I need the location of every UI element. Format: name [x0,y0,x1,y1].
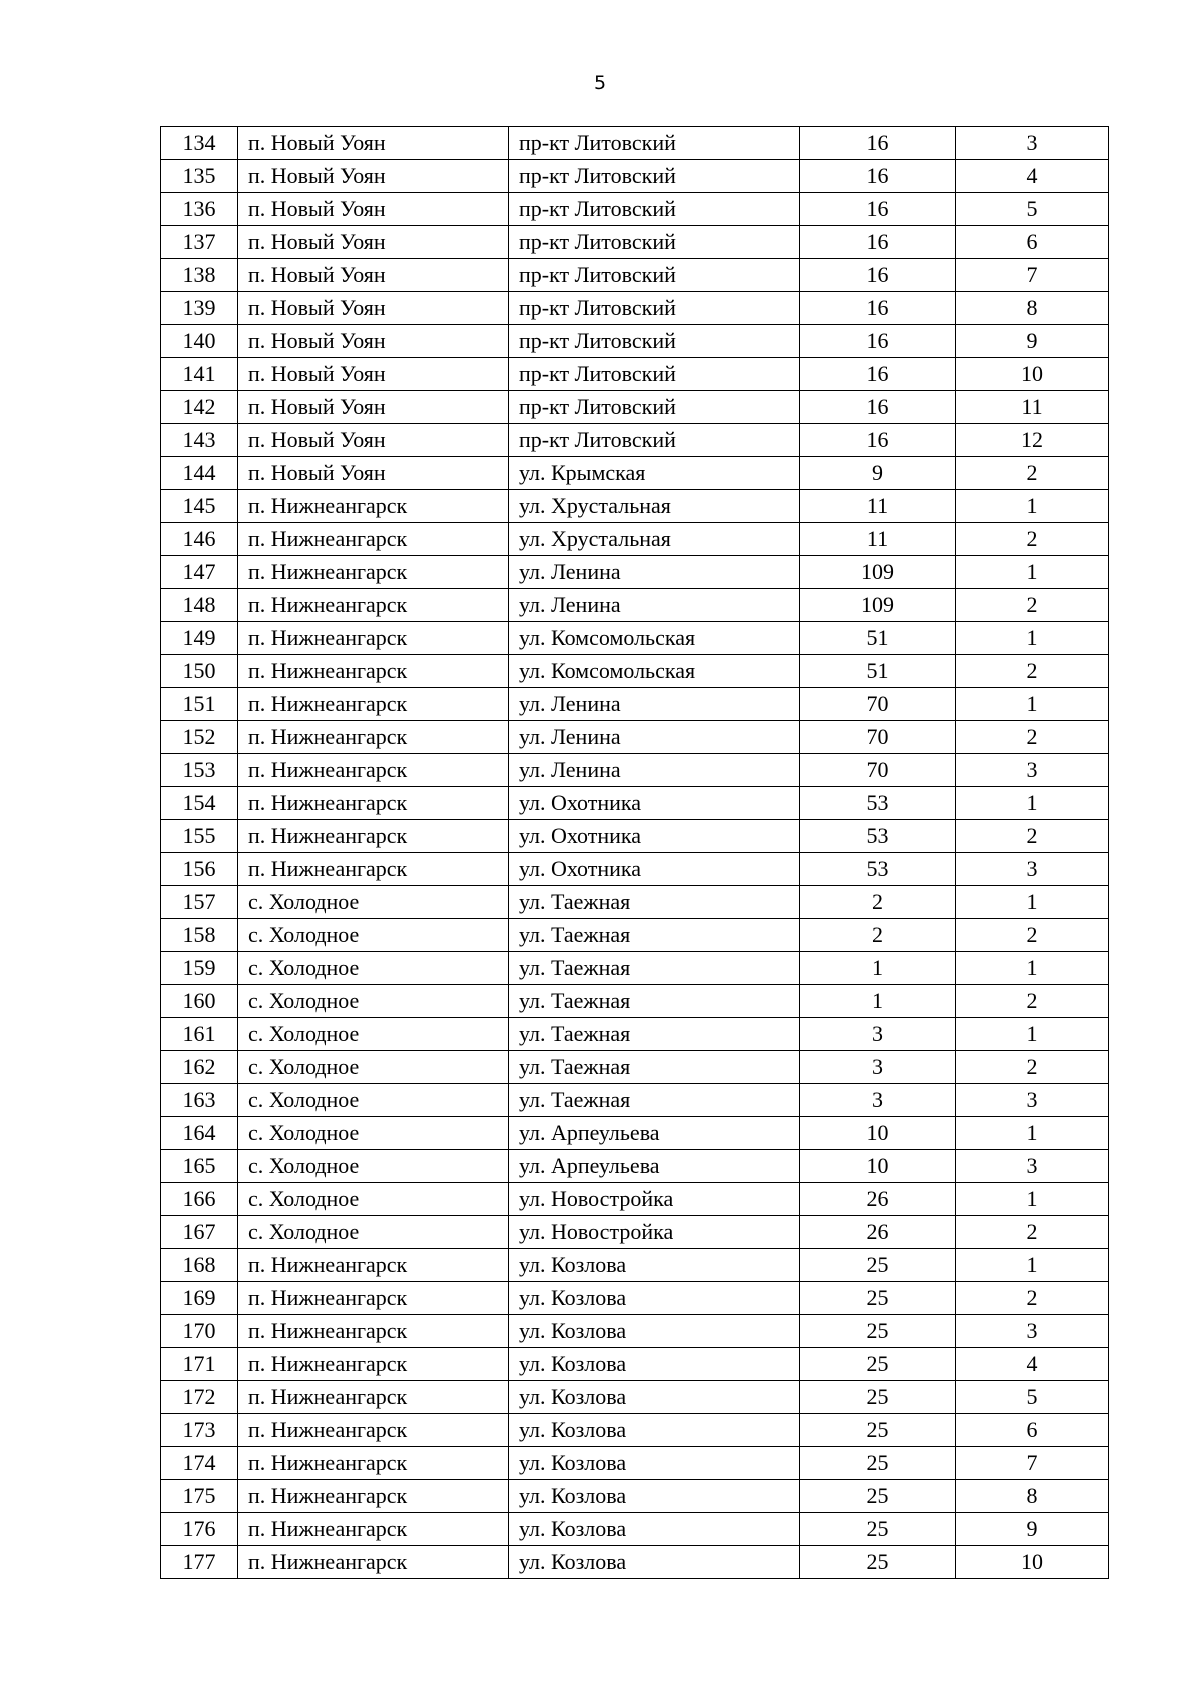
street-cell: ул. Ленина [509,721,800,754]
table-row [161,1150,1109,1183]
row-number-cell: 136 [161,193,238,226]
locality-cell: п. Нижнеангарск [238,1546,509,1579]
house-number-cell: 16 [800,127,956,160]
row-number-cell: 171 [161,1348,238,1381]
house-number-cell: 16 [800,160,956,193]
street-cell: ул. Новостройка [509,1183,800,1216]
table-row [161,1546,1109,1579]
locality-cell: п. Новый Уоян [238,193,509,226]
table-row [161,259,1109,292]
locality-cell: п. Нижнеангарск [238,787,509,820]
locality-cell: п. Нижнеангарск [238,1447,509,1480]
apartment-number-cell: 3 [956,1150,1109,1183]
street-cell: ул. Ленина [509,754,800,787]
apartment-number-cell: 3 [956,853,1109,886]
apartment-number-cell: 1 [956,886,1109,919]
street-cell: пр-кт Литовский [509,127,800,160]
row-number-cell: 139 [161,292,238,325]
street-cell: ул. Таежная [509,1018,800,1051]
house-number-cell: 1 [800,952,956,985]
house-number-cell: 3 [800,1018,956,1051]
street-cell: ул. Ленина [509,589,800,622]
street-cell: ул. Комсомольская [509,655,800,688]
table-row [161,589,1109,622]
row-number-cell: 175 [161,1480,238,1513]
house-number-cell: 9 [800,457,956,490]
row-number-cell: 169 [161,1282,238,1315]
apartment-number-cell: 6 [956,1414,1109,1447]
apartment-number-cell: 1 [956,1249,1109,1282]
house-number-cell: 16 [800,358,956,391]
row-number-cell: 146 [161,523,238,556]
locality-cell: с. Холодное [238,1051,509,1084]
row-number-cell: 173 [161,1414,238,1447]
table-row [161,127,1109,160]
apartment-number-cell: 2 [956,457,1109,490]
street-cell: ул. Таежная [509,952,800,985]
house-number-cell: 25 [800,1381,956,1414]
row-number-cell: 147 [161,556,238,589]
apartment-number-cell: 8 [956,1480,1109,1513]
apartment-number-cell: 7 [956,259,1109,292]
row-number-cell: 170 [161,1315,238,1348]
table-row [161,160,1109,193]
apartment-number-cell: 5 [956,1381,1109,1414]
locality-cell: п. Нижнеангарск [238,523,509,556]
house-number-cell: 16 [800,391,956,424]
locality-cell: п. Нижнеангарск [238,1249,509,1282]
row-number-cell: 145 [161,490,238,523]
row-number-cell: 162 [161,1051,238,1084]
locality-cell: п. Новый Уоян [238,160,509,193]
table-row [161,721,1109,754]
apartment-number-cell: 4 [956,1348,1109,1381]
address-table [160,126,1109,1579]
locality-cell: с. Холодное [238,1084,509,1117]
locality-cell: с. Холодное [238,1150,509,1183]
row-number-cell: 154 [161,787,238,820]
apartment-number-cell: 2 [956,919,1109,952]
street-cell: пр-кт Литовский [509,391,800,424]
street-cell: ул. Крымская [509,457,800,490]
table-row [161,1513,1109,1546]
house-number-cell: 2 [800,919,956,952]
locality-cell: п. Нижнеангарск [238,1348,509,1381]
table-row [161,754,1109,787]
house-number-cell: 109 [800,556,956,589]
locality-cell: с. Холодное [238,886,509,919]
apartment-number-cell: 2 [956,523,1109,556]
house-number-cell: 25 [800,1282,956,1315]
table-row [161,1381,1109,1414]
locality-cell: п. Нижнеангарск [238,820,509,853]
house-number-cell: 25 [800,1315,956,1348]
row-number-cell: 148 [161,589,238,622]
apartment-number-cell: 10 [956,358,1109,391]
street-cell: ул. Комсомольская [509,622,800,655]
locality-cell: п. Нижнеангарск [238,1414,509,1447]
locality-cell: с. Холодное [238,919,509,952]
row-number-cell: 152 [161,721,238,754]
apartment-number-cell: 8 [956,292,1109,325]
apartment-number-cell: 5 [956,193,1109,226]
table-row [161,1117,1109,1150]
house-number-cell: 51 [800,622,956,655]
apartment-number-cell: 4 [956,160,1109,193]
table-row [161,523,1109,556]
locality-cell: п. Новый Уоян [238,127,509,160]
row-number-cell: 167 [161,1216,238,1249]
table-row [161,1315,1109,1348]
street-cell: пр-кт Литовский [509,160,800,193]
locality-cell: п. Новый Уоян [238,424,509,457]
street-cell: ул. Козлова [509,1447,800,1480]
street-cell: ул. Таежная [509,886,800,919]
row-number-cell: 161 [161,1018,238,1051]
house-number-cell: 53 [800,853,956,886]
house-number-cell: 25 [800,1513,956,1546]
street-cell: пр-кт Литовский [509,259,800,292]
table-row [161,358,1109,391]
table-row [161,1348,1109,1381]
table-row [161,1216,1109,1249]
house-number-cell: 70 [800,754,956,787]
street-cell: пр-кт Литовский [509,193,800,226]
apartment-number-cell: 2 [956,985,1109,1018]
house-number-cell: 25 [800,1348,956,1381]
house-number-cell: 10 [800,1117,956,1150]
locality-cell: с. Холодное [238,1216,509,1249]
row-number-cell: 137 [161,226,238,259]
house-number-cell: 16 [800,193,956,226]
row-number-cell: 138 [161,259,238,292]
table-row [161,1447,1109,1480]
house-number-cell: 51 [800,655,956,688]
house-number-cell: 109 [800,589,956,622]
table-row [161,886,1109,919]
table-row [161,193,1109,226]
house-number-cell: 16 [800,226,956,259]
street-cell: пр-кт Литовский [509,292,800,325]
house-number-cell: 11 [800,523,956,556]
locality-cell: п. Нижнеангарск [238,622,509,655]
row-number-cell: 159 [161,952,238,985]
locality-cell: п. Нижнеангарск [238,655,509,688]
table-row [161,1183,1109,1216]
street-cell: ул. Охотника [509,787,800,820]
apartment-number-cell: 1 [956,1183,1109,1216]
house-number-cell: 3 [800,1084,956,1117]
house-number-cell: 26 [800,1183,956,1216]
locality-cell: п. Нижнеангарск [238,1315,509,1348]
house-number-cell: 3 [800,1051,956,1084]
street-cell: ул. Козлова [509,1414,800,1447]
locality-cell: с. Холодное [238,952,509,985]
house-number-cell: 16 [800,424,956,457]
row-number-cell: 143 [161,424,238,457]
apartment-number-cell: 1 [956,787,1109,820]
street-cell: ул. Таежная [509,1084,800,1117]
street-cell: ул. Козлова [509,1282,800,1315]
table-row [161,1282,1109,1315]
locality-cell: с. Холодное [238,1018,509,1051]
locality-cell: п. Новый Уоян [238,457,509,490]
table-row [161,1480,1109,1513]
table-row [161,490,1109,523]
apartment-number-cell: 1 [956,1018,1109,1051]
apartment-number-cell: 12 [956,424,1109,457]
street-cell: ул. Охотника [509,853,800,886]
apartment-number-cell: 2 [956,1051,1109,1084]
locality-cell: п. Новый Уоян [238,325,509,358]
page-number: 5 [593,72,607,94]
street-cell: ул. Арпеульева [509,1150,800,1183]
street-cell: ул. Козлова [509,1480,800,1513]
apartment-number-cell: 1 [956,1117,1109,1150]
row-number-cell: 163 [161,1084,238,1117]
row-number-cell: 166 [161,1183,238,1216]
apartment-number-cell: 3 [956,127,1109,160]
street-cell: ул. Козлова [509,1546,800,1579]
house-number-cell: 25 [800,1546,956,1579]
row-number-cell: 156 [161,853,238,886]
table-row [161,556,1109,589]
locality-cell: п. Новый Уоян [238,358,509,391]
house-number-cell: 25 [800,1249,956,1282]
house-number-cell: 25 [800,1447,956,1480]
table-row [161,853,1109,886]
apartment-number-cell: 2 [956,1282,1109,1315]
locality-cell: п. Нижнеангарск [238,589,509,622]
apartment-number-cell: 1 [956,622,1109,655]
street-cell: ул. Козлова [509,1513,800,1546]
apartment-number-cell: 10 [956,1546,1109,1579]
apartment-number-cell: 1 [956,490,1109,523]
table-row [161,919,1109,952]
table-row [161,1414,1109,1447]
table-row [161,985,1109,1018]
house-number-cell: 53 [800,787,956,820]
row-number-cell: 144 [161,457,238,490]
street-cell: ул. Козлова [509,1381,800,1414]
street-cell: ул. Новостройка [509,1216,800,1249]
locality-cell: п. Нижнеангарск [238,721,509,754]
street-cell: ул. Ленина [509,688,800,721]
table-row [161,226,1109,259]
locality-cell: п. Новый Уоян [238,259,509,292]
house-number-cell: 53 [800,820,956,853]
locality-cell: п. Новый Уоян [238,292,509,325]
row-number-cell: 151 [161,688,238,721]
apartment-number-cell: 6 [956,226,1109,259]
table-row [161,1018,1109,1051]
house-number-cell: 25 [800,1414,956,1447]
house-number-cell: 25 [800,1480,956,1513]
row-number-cell: 164 [161,1117,238,1150]
row-number-cell: 160 [161,985,238,1018]
locality-cell: п. Новый Уоян [238,391,509,424]
locality-cell: п. Новый Уоян [238,226,509,259]
table-row [161,655,1109,688]
street-cell: ул. Арпеульева [509,1117,800,1150]
row-number-cell: 176 [161,1513,238,1546]
street-cell: ул. Таежная [509,1051,800,1084]
street-cell: ул. Таежная [509,985,800,1018]
table-row [161,787,1109,820]
house-number-cell: 1 [800,985,956,1018]
row-number-cell: 134 [161,127,238,160]
row-number-cell: 155 [161,820,238,853]
row-number-cell: 172 [161,1381,238,1414]
row-number-cell: 165 [161,1150,238,1183]
street-cell: пр-кт Литовский [509,226,800,259]
apartment-number-cell: 3 [956,1084,1109,1117]
row-number-cell: 157 [161,886,238,919]
house-number-cell: 2 [800,886,956,919]
row-number-cell: 140 [161,325,238,358]
locality-cell: п. Нижнеангарск [238,853,509,886]
row-number-cell: 149 [161,622,238,655]
apartment-number-cell: 7 [956,1447,1109,1480]
row-number-cell: 150 [161,655,238,688]
street-cell: ул. Козлова [509,1249,800,1282]
table-row [161,688,1109,721]
street-cell: ул. Хрустальная [509,523,800,556]
street-cell: ул. Охотника [509,820,800,853]
apartment-number-cell: 9 [956,325,1109,358]
apartment-number-cell: 1 [956,952,1109,985]
apartment-number-cell: 3 [956,1315,1109,1348]
locality-cell: с. Холодное [238,1183,509,1216]
row-number-cell: 142 [161,391,238,424]
street-cell: ул. Козлова [509,1315,800,1348]
locality-cell: с. Холодное [238,1117,509,1150]
apartment-number-cell: 3 [956,754,1109,787]
table-row [161,622,1109,655]
house-number-cell: 26 [800,1216,956,1249]
row-number-cell: 153 [161,754,238,787]
row-number-cell: 168 [161,1249,238,1282]
house-number-cell: 11 [800,490,956,523]
locality-cell: п. Нижнеангарск [238,688,509,721]
table-row [161,391,1109,424]
address-table-body [161,127,1109,1579]
apartment-number-cell: 2 [956,721,1109,754]
locality-cell: с. Холодное [238,985,509,1018]
row-number-cell: 158 [161,919,238,952]
street-cell: пр-кт Литовский [509,325,800,358]
locality-cell: п. Нижнеангарск [238,1480,509,1513]
table-row [161,292,1109,325]
row-number-cell: 141 [161,358,238,391]
row-number-cell: 174 [161,1447,238,1480]
locality-cell: п. Нижнеангарск [238,1513,509,1546]
apartment-number-cell: 11 [956,391,1109,424]
table-row [161,1051,1109,1084]
house-number-cell: 10 [800,1150,956,1183]
street-cell: ул. Хрустальная [509,490,800,523]
locality-cell: п. Нижнеангарск [238,490,509,523]
table-row [161,820,1109,853]
table-row [161,424,1109,457]
apartment-number-cell: 1 [956,688,1109,721]
table-row [161,952,1109,985]
table-row [161,457,1109,490]
street-cell: ул. Козлова [509,1348,800,1381]
apartment-number-cell: 2 [956,589,1109,622]
house-number-cell: 16 [800,292,956,325]
locality-cell: п. Нижнеангарск [238,1381,509,1414]
locality-cell: п. Нижнеангарск [238,754,509,787]
house-number-cell: 70 [800,688,956,721]
street-cell: ул. Ленина [509,556,800,589]
apartment-number-cell: 2 [956,820,1109,853]
row-number-cell: 177 [161,1546,238,1579]
table-row [161,325,1109,358]
house-number-cell: 70 [800,721,956,754]
street-cell: пр-кт Литовский [509,358,800,391]
table-row [161,1084,1109,1117]
apartment-number-cell: 2 [956,1216,1109,1249]
house-number-cell: 16 [800,325,956,358]
locality-cell: п. Нижнеангарск [238,556,509,589]
row-number-cell: 135 [161,160,238,193]
street-cell: ул. Таежная [509,919,800,952]
locality-cell: п. Нижнеангарск [238,1282,509,1315]
apartment-number-cell: 1 [956,556,1109,589]
house-number-cell: 16 [800,259,956,292]
apartment-number-cell: 9 [956,1513,1109,1546]
apartment-number-cell: 2 [956,655,1109,688]
table-row [161,1249,1109,1282]
street-cell: пр-кт Литовский [509,424,800,457]
